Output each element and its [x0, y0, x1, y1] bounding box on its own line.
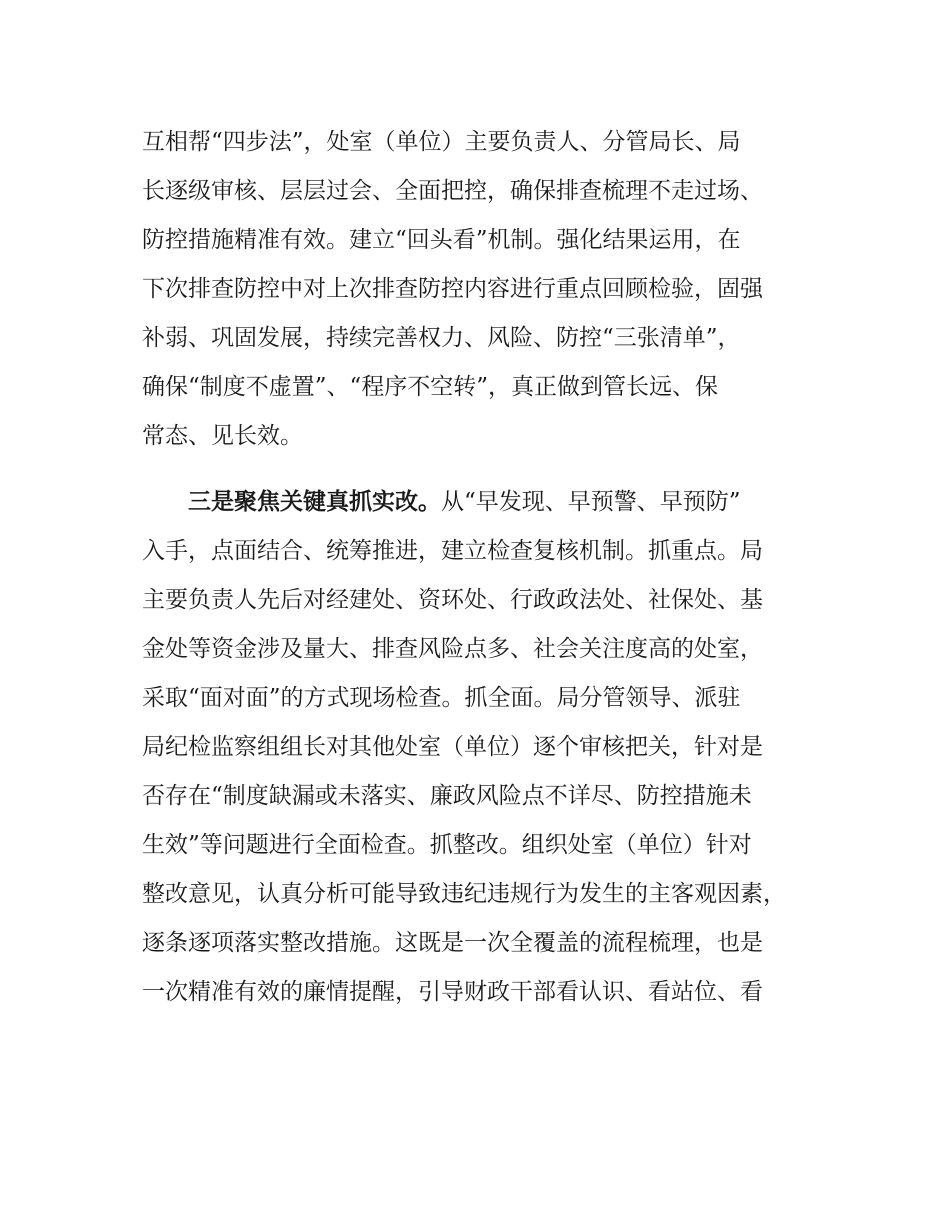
paragraph-line: 确保“制度不虚置”、“程序不空转”，真正做到管长远、保: [142, 374, 719, 400]
paragraph-line: 补弱、巩固发展，持续完善权力、风险、防控“三张清单”，: [142, 325, 741, 351]
paragraph-1: [142, 118, 822, 461]
paragraph-2: [142, 478, 822, 1017]
paragraph-line: 生效”等问题进行全面检查。抓整改。组织处室（单位）针对: [142, 832, 752, 858]
paragraph-line: 主要负责人先后对经建处、资环处、行政政法处、社保处、基: [142, 587, 763, 613]
paragraph-line: 长逐级审核、层层过会、全面把控，确保排查梳理不走过场、: [142, 178, 763, 204]
paragraph-line: 防控措施精准有效。建立“回头看”机制。强化结果运用，在: [142, 227, 741, 253]
paragraph-line: 下次排查防控中对上次排查防控内容进行重点回顾检验，固强: [142, 276, 763, 302]
paragraph-line: 局纪检监察组组长对其他处室（单位）逐个审核把关，针对是: [142, 734, 763, 760]
paragraph-line: 常态、见长效。: [142, 423, 303, 449]
paragraph-line: 入手，点面结合、统筹推进，建立检查复核机制。抓重点。局: [142, 538, 763, 564]
paragraph-line: 逐条逐项落实整改措施。这既是一次全覆盖的流程梳理，也是: [142, 930, 763, 956]
paragraph-line: 互相帮“四步法”，处室（单位）主要负责人、分管局长、局: [142, 129, 741, 155]
paragraph-line: 一次精准有效的廉情提醒，引导财政干部看认识、看站位、看: [142, 979, 763, 1005]
paragraph-line: 整改意见，认真分析可能导致违纪违规行为发生的主客观因素，: [142, 881, 786, 907]
paragraph-line: 否存在“制度缺漏或未落实、廉政风险点不详尽、防控措施未: [142, 783, 752, 809]
paragraph-line: 金处等资金涉及量大、排查风险点多、社会关注度高的处室，: [142, 636, 763, 662]
paragraph-lead-heading: 三是聚焦关键真抓实改。: [188, 489, 441, 515]
paragraph-first-line-text: 从“早发现、早预警、早预防”: [441, 489, 741, 515]
paragraph-line: 采取“面对面”的方式现场检查。抓全面。局分管领导、派驻: [142, 685, 741, 711]
paragraph-first-line: [142, 478, 822, 527]
